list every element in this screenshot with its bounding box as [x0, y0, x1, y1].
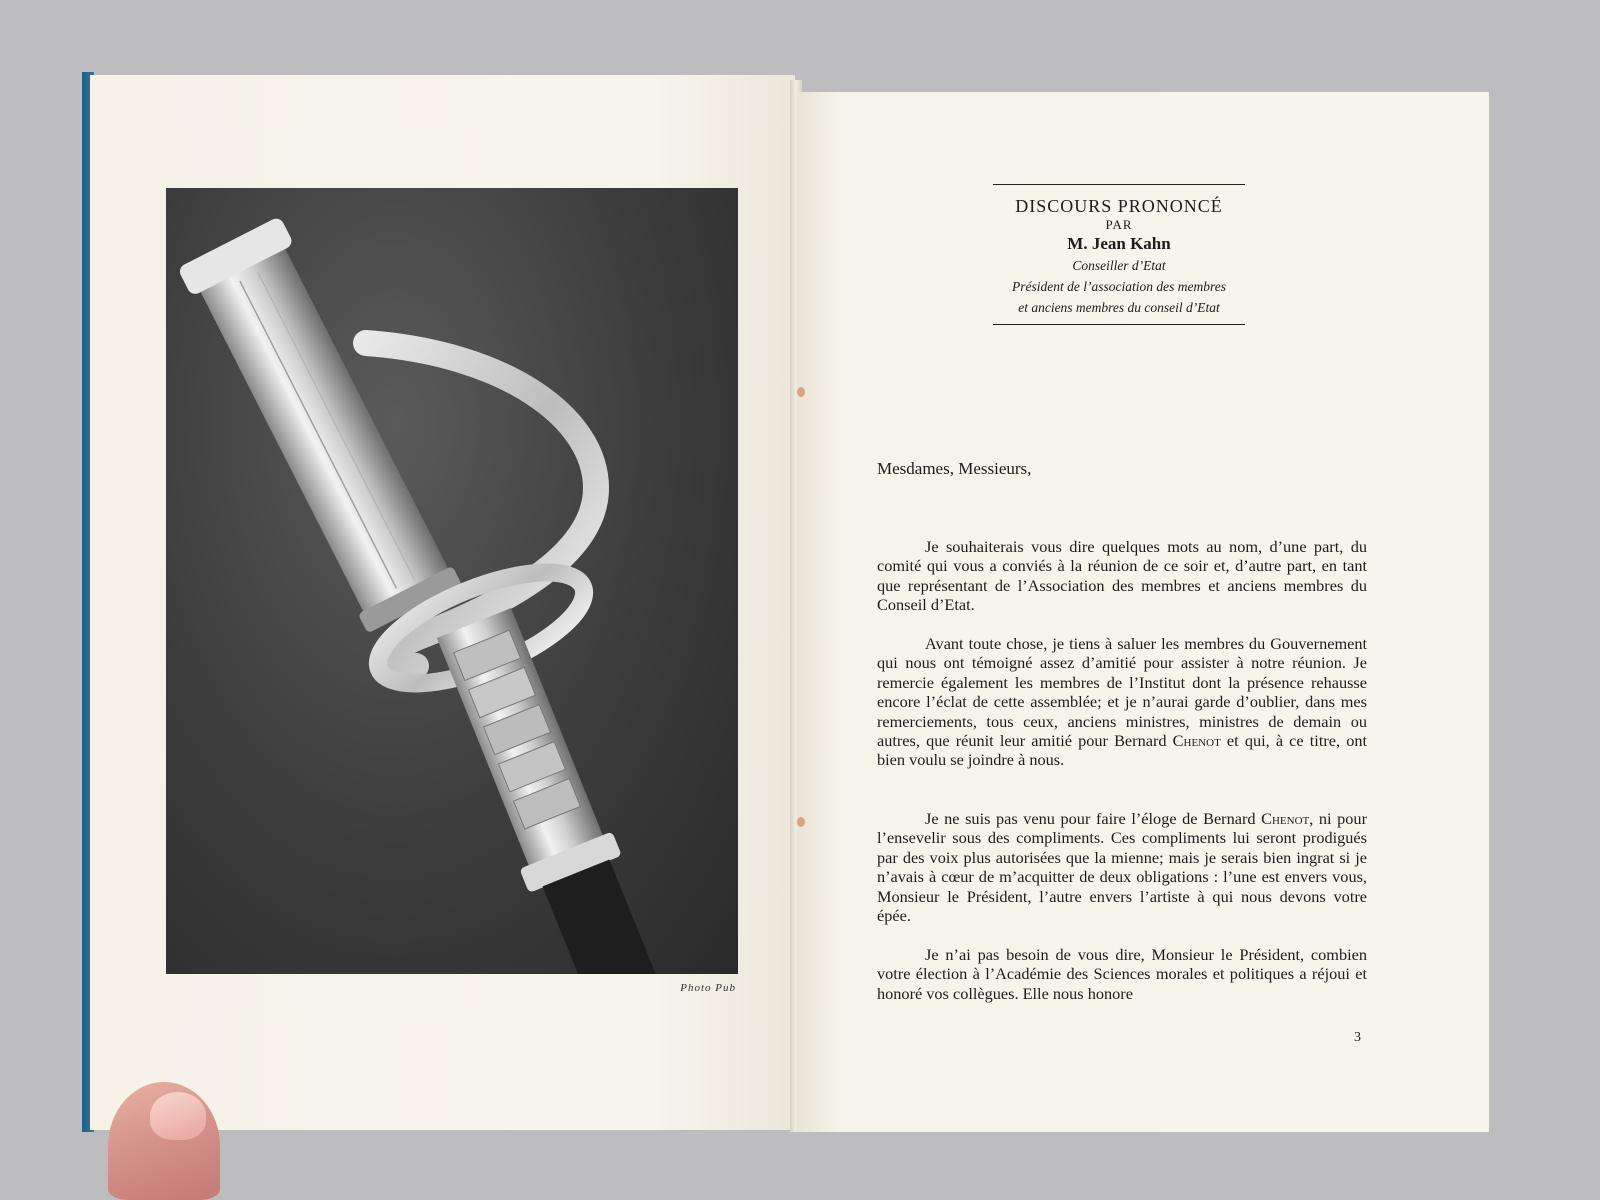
speaker-function-line2: et anciens membres du conseil d’Etat [1018, 300, 1220, 315]
paragraph-3: Je ne suis pas venu pour faire l’éloge de Bernard Chenot, ni pour l’ensevelir sous des compliments. Ces compliments lui seront prodigués par des voix plus autorisées que la mienne; mais je serais bien ingrat si je n’avais à cœur de m’acquitter de deux obligations : l’une est envers vous, Monsieur le Président, l’autre envers l’artiste à qui nous devons votre épée. [877, 809, 1367, 926]
grip [177, 216, 467, 635]
sword-hilt-photo [166, 188, 738, 974]
speaker-name: M. Jean Kahn [1067, 234, 1171, 253]
paragraph-4: Je n’ai pas besoin de vous dire, Monsieur le Président, combien votre élection à l’Académie des Sciences morales et politiques a réjoui et honoré vos collègues. Elle nous honore [877, 945, 1367, 1003]
speech-title: DISCOURS PRONONCÉ [1015, 196, 1223, 216]
salutation: Mesdames, Messieurs, [877, 459, 1032, 478]
page-number: 3 [1354, 1030, 1361, 1045]
header-bottom-rule [993, 324, 1245, 325]
staple-mark [797, 817, 805, 827]
paragraph-1: Je souhaiterais vous dire quelques mots au nom, d’une part, du comité qui vous a conviés à la réunion de ce soir et, d’autre part, en tant que représentant de l’Association des membres et anciens membres du Conseil d’Etat. [877, 537, 1367, 615]
staple-mark [797, 387, 805, 397]
fingernail [150, 1092, 206, 1140]
paragraph-2: Avant toute chose, je tiens à saluer les membres du Gouvernement qui nous ont témoigné assez d’amitié pour assister à notre réunion. Je remercie également les membres de l’Institut dont la présence rehausse encore l’éclat de cette assemblée; et je n’aurai garde d’oublier, dans mes remerciements, tous ceux, anciens ministres, ministres de demain ou autres, que réunit leur amitié pour Bernard Chenot et qui, à ce titre, ont bien voulu se joindre à nous. [877, 634, 1367, 770]
speaker-role: Conseiller d’Etat [1072, 258, 1166, 273]
surname-chenot: Chenot [1261, 809, 1310, 828]
speaker-function-line1: Président de l’association des membres [1012, 279, 1226, 294]
sword-illustration [166, 188, 738, 974]
surname-chenot: Chenot [1172, 731, 1221, 751]
header-top-rule [993, 184, 1245, 185]
photo-credit: Photo Pub [680, 982, 736, 994]
blade [428, 604, 674, 974]
speech-par: PAR [1105, 217, 1133, 232]
